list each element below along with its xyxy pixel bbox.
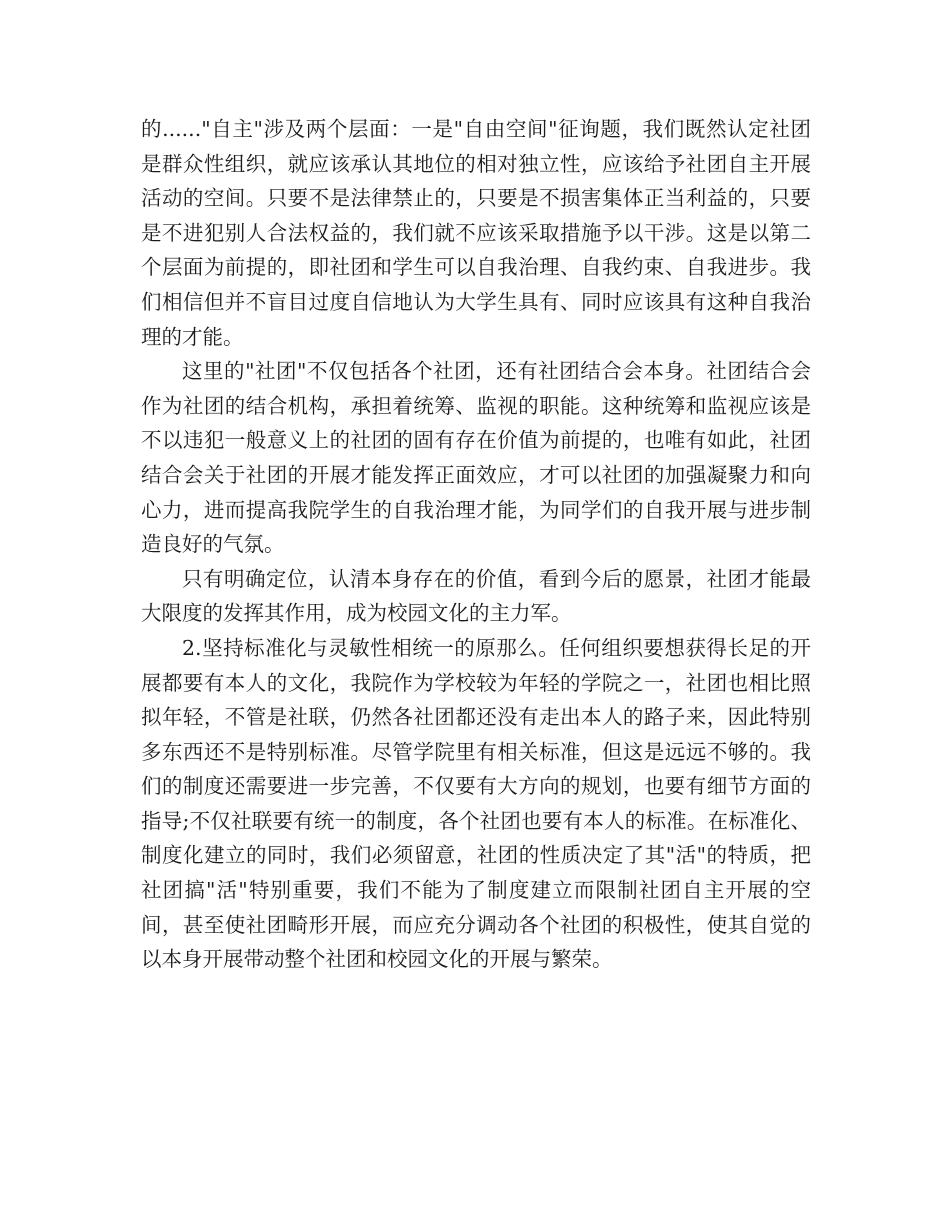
paragraph-2: 这里的"社团"不仅包括各个社团，还有社团结合会本身。社团结合会作为社团的结合机构，承担着统筹、监视的职能。这种统筹和监视应该是不以违犯一般意义上的社团的固有存在价值为前提的，也唯有如此，社团结合会关于社团的开展才能发挥正面效应，才可以社团的加强凝聚力和向心力，进而提高我院学生的自我治理才能，为同学们的自我开展与进步制造良好的气氛。 <box>141 359 811 557</box>
paragraph-4: 2.坚持标准化与灵敏性相统一的原那么。任何组织要想获得长足的开展都要有本人的文化，我院作为学校较为年轻的学院之一，社团也相比照拟年轻，不管是社联，仍然各社团都还没有走出本人的路子来，因此特别多东西还不是特别标准。尽管学院里有相关标准，但这是远远不够的。我们的制度还需要进一步完善，不仅要有大方向的规划，也要有细节方面的指导;不仅社联要有统一的制度，各个社团也要有本人的标准。在标准化、制度化建立的同时，我们必须留意，社团的性质决定了其"活"的特质，把社团搞"活"特别重要，我们不能为了制度建立而限制社团自主开展的空间，甚至使社团畸形开展，而应充分调动各个社团的积极性，使其自觉的以本身开展带动整个社团和校园文化的开展与繁荣。 <box>141 635 811 972</box>
paragraph-3: 只有明确定位，认清本身存在的价值，看到今后的愿景，社团才能最大限度的发挥其作用，成为校园文化的主力军。 <box>141 566 811 626</box>
document-body <box>141 112 811 977</box>
paragraph-1: 的......"自主"涉及两个层面：一是"自由空间"征询题，我们既然认定社团是群众性组织，就应该承认其地位的相对独立性，应该给予社团自主开展活动的空间。只要不是法律禁止的，只要是不损害集体正当利益的，只要是不进犯别人合法权益的，我们就不应该采取措施予以干涉。这是以第二个层面为前提的，即社团和学生可以自我治理、自我约束、自我进步。我们相信但并不盲目过度自信地认为大学生具有、同时应该具有这种自我治理的才能。 <box>141 117 811 349</box>
